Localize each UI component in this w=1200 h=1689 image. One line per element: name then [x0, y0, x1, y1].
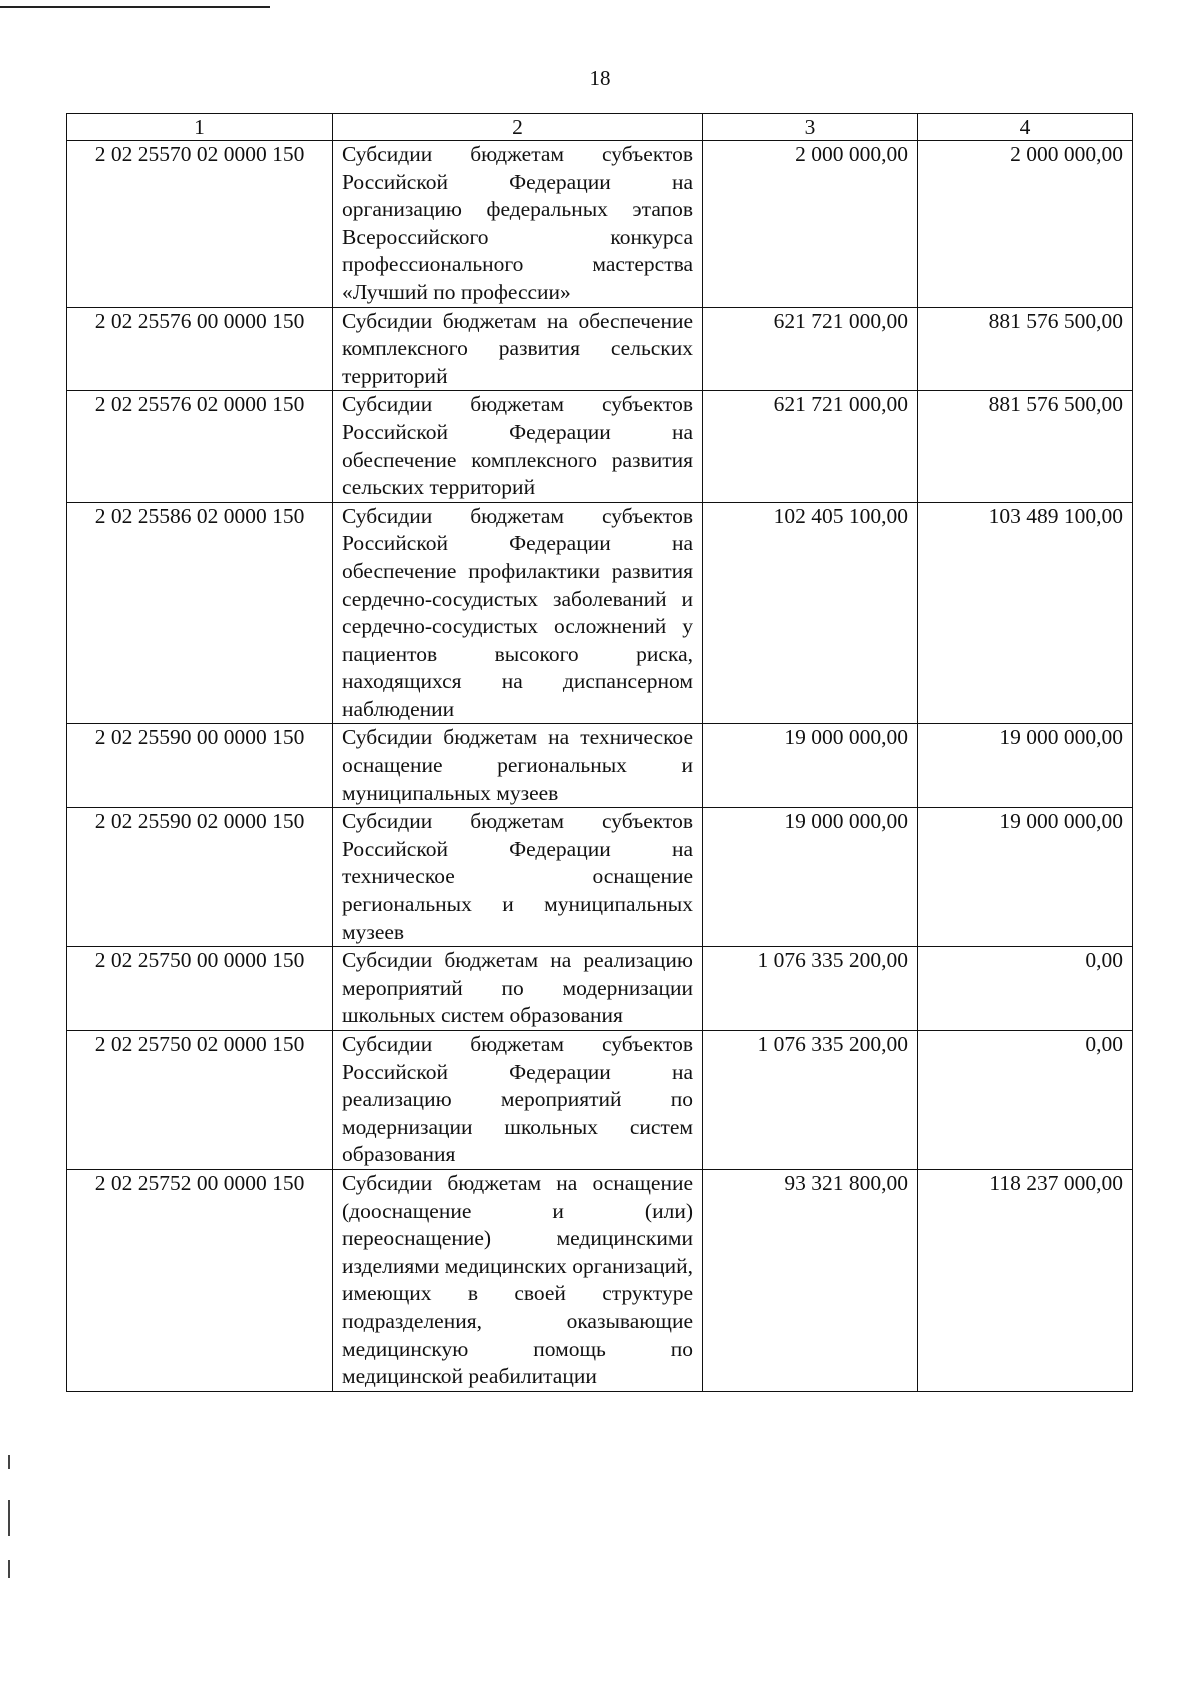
- description-cell: Субсидии бюджетам на обеспечение комплексного развития сельских территорий: [333, 307, 703, 391]
- amount-col3-cell: 621 721 000,00: [703, 307, 918, 391]
- table-row: [67, 307, 1133, 391]
- amount-col4-cell: 103 489 100,00: [918, 502, 1133, 724]
- amount-col4-cell: 0,00: [918, 1031, 1133, 1170]
- budget-code-cell: 2 02 25586 02 0000 150: [67, 502, 333, 724]
- description-cell: Субсидии бюджетам субъектов Российской Федерации на обеспечение комплексного развития сельских территорий: [333, 391, 703, 502]
- header-cell-2: 2: [333, 114, 703, 141]
- budget-code-cell: 2 02 25590 02 0000 150: [67, 808, 333, 947]
- budget-code-cell: 2 02 25752 00 0000 150: [67, 1169, 333, 1391]
- budget-code-cell: 2 02 25570 02 0000 150: [67, 141, 333, 308]
- amount-col4-cell: 0,00: [918, 947, 1133, 1031]
- description-cell: Субсидии бюджетам на реализацию мероприятий по модернизации школьных систем образования: [333, 947, 703, 1031]
- amount-col3-cell: 19 000 000,00: [703, 724, 918, 808]
- table-row: [67, 141, 1133, 308]
- header-cell-4: 4: [918, 114, 1133, 141]
- description-cell: Субсидии бюджетам субъектов Российской Федерации на техническое оснащение региональных и муниципальных музеев: [333, 808, 703, 947]
- amount-col4-cell: 118 237 000,00: [918, 1169, 1133, 1391]
- amount-col3-cell: 1 076 335 200,00: [703, 947, 918, 1031]
- header-cell-3: 3: [703, 114, 918, 141]
- budget-code-cell: 2 02 25750 02 0000 150: [67, 1031, 333, 1170]
- description-cell: Субсидии бюджетам на оснащение (дооснащение и (или) переоснащение) медицинскими изделиями медицинских организаций, имеющих в своей структуре подразделения, оказывающие медицинскую помощь по медицинской реабилитации: [333, 1169, 703, 1391]
- table-row: [67, 724, 1133, 808]
- scan-edge-line: [0, 6, 270, 8]
- table-row: [67, 1169, 1133, 1391]
- amount-col4-cell: 2 000 000,00: [918, 141, 1133, 308]
- amount-col3-cell: 2 000 000,00: [703, 141, 918, 308]
- header-cell-1: 1: [67, 114, 333, 141]
- budget-code-cell: 2 02 25576 02 0000 150: [67, 391, 333, 502]
- amount-col3-cell: 1 076 335 200,00: [703, 1031, 918, 1170]
- scan-speck: [8, 1455, 10, 1469]
- table-row: [67, 947, 1133, 1031]
- description-cell: Субсидии бюджетам субъектов Российской Федерации на реализацию мероприятий по модернизации школьных систем образования: [333, 1031, 703, 1170]
- amount-col4-cell: 19 000 000,00: [918, 724, 1133, 808]
- description-cell: Субсидии бюджетам на техническое оснащение региональных и муниципальных музеев: [333, 724, 703, 808]
- amount-col3-cell: 93 321 800,00: [703, 1169, 918, 1391]
- description-cell: Субсидии бюджетам субъектов Российской Федерации на обеспечение профилактики развития сердечно-сосудистых заболеваний и сердечно-сосудистых осложнений у пациентов высокого риска, находящихся на диспансерном наблюдении: [333, 502, 703, 724]
- header-row: [67, 114, 1133, 141]
- page-number: 18: [589, 66, 611, 90]
- scan-speck: [8, 1500, 10, 1536]
- budget-table: [66, 113, 1133, 1392]
- amount-col4-cell: 881 576 500,00: [918, 307, 1133, 391]
- amount-col3-cell: 621 721 000,00: [703, 391, 918, 502]
- scan-speck: [8, 1560, 10, 1578]
- amount-col3-cell: 19 000 000,00: [703, 808, 918, 947]
- amount-col3-cell: 102 405 100,00: [703, 502, 918, 724]
- amount-col4-cell: 881 576 500,00: [918, 391, 1133, 502]
- amount-col4-cell: 19 000 000,00: [918, 808, 1133, 947]
- table-row: [67, 1031, 1133, 1170]
- budget-code-cell: 2 02 25576 00 0000 150: [67, 307, 333, 391]
- table-row: [67, 502, 1133, 724]
- budget-code-cell: 2 02 25590 00 0000 150: [67, 724, 333, 808]
- table-row: [67, 391, 1133, 502]
- table-row: [67, 808, 1133, 947]
- description-cell: Субсидии бюджетам субъектов Российской Федерации на организацию федеральных этапов Всероссийского конкурса профессионального мастерства «Лучший по профессии»: [333, 141, 703, 308]
- budget-code-cell: 2 02 25750 00 0000 150: [67, 947, 333, 1031]
